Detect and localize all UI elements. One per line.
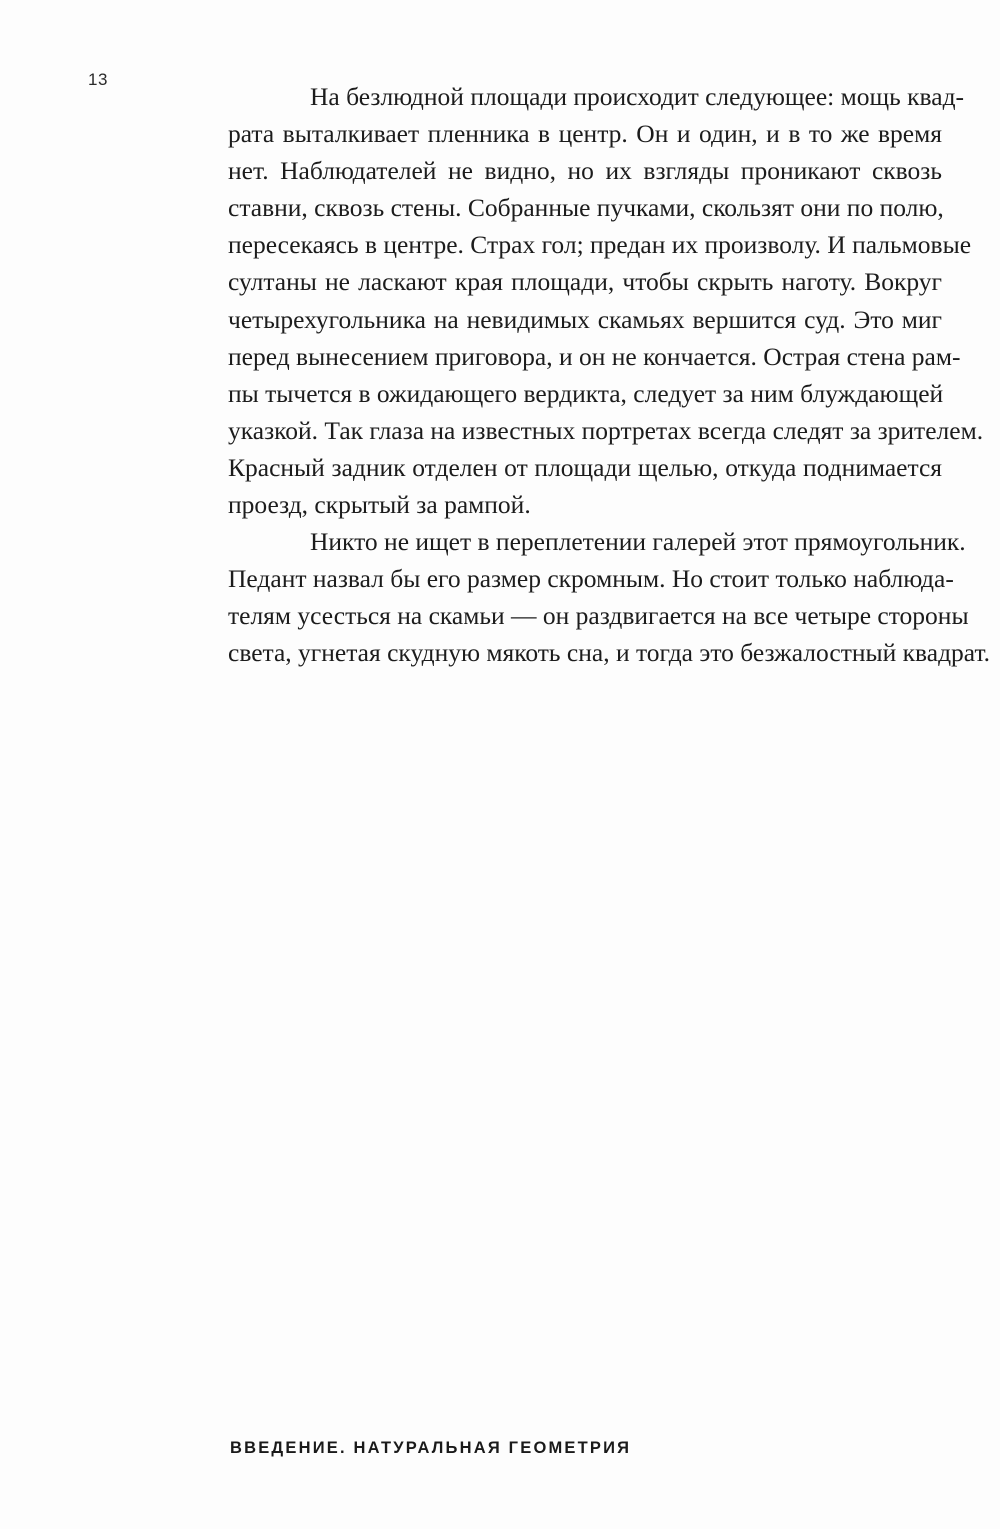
text-line: четырехугольника на невидимых скамьях вершится суд. Это миг	[228, 304, 942, 334]
text-line: указкой. Так глаза на известных портретах всегда следят за зрителем.	[228, 415, 984, 445]
text-line: пы тычется в ожидающего вердикта, следует за ним блуждающей	[228, 378, 944, 408]
text-line: перед вынесением приговора, и он не кончается. Острая стена рам-	[228, 341, 961, 371]
text-line: Никто не ищет в переплетении галерей этот прямоугольник.	[310, 527, 966, 557]
text-line: рата выталкивает пленника в центр. Он и один, и в то же время	[228, 119, 942, 149]
paragraph-2	[146, 523, 991, 671]
running-footer: ВВЕДЕНИЕ. НАТУРАЛЬНАЯ ГЕОМЕТРИЯ	[230, 1439, 632, 1457]
text-line: На безлюдной площади происходит следующее: мощь квад-	[310, 82, 965, 111]
text-line: Красный задник отделен от площади щелью, откуда поднимается	[228, 452, 942, 482]
text-line: султаны не ласкают края площади, чтобы скрыть наготу. Вокруг	[228, 267, 942, 297]
text-line: пересекаясь в центре. Страх гол; предан их произволу. И пальмовые	[228, 230, 972, 260]
text-line: света, угнетая скудную мякоть сна, и тогда это безжалостный квадрат.	[228, 638, 991, 668]
page-number: 13	[88, 70, 108, 89]
text-line: телям усесться на скамьи — он раздвигается на все четыре стороны	[228, 601, 969, 631]
text-line: нет. Наблюдателей не видно, но их взгляды проникают сквозь	[228, 156, 942, 186]
paragraph-1	[146, 78, 984, 523]
body-text	[146, 78, 991, 672]
text-line: проезд, скрытый за рампой.	[228, 490, 531, 520]
text-line: Педант назвал бы его размер скромным. Но стоит только наблюда-	[228, 564, 954, 594]
text-line: ставни, сквозь стены. Собранные пучками, скользят они по полю,	[228, 193, 944, 223]
